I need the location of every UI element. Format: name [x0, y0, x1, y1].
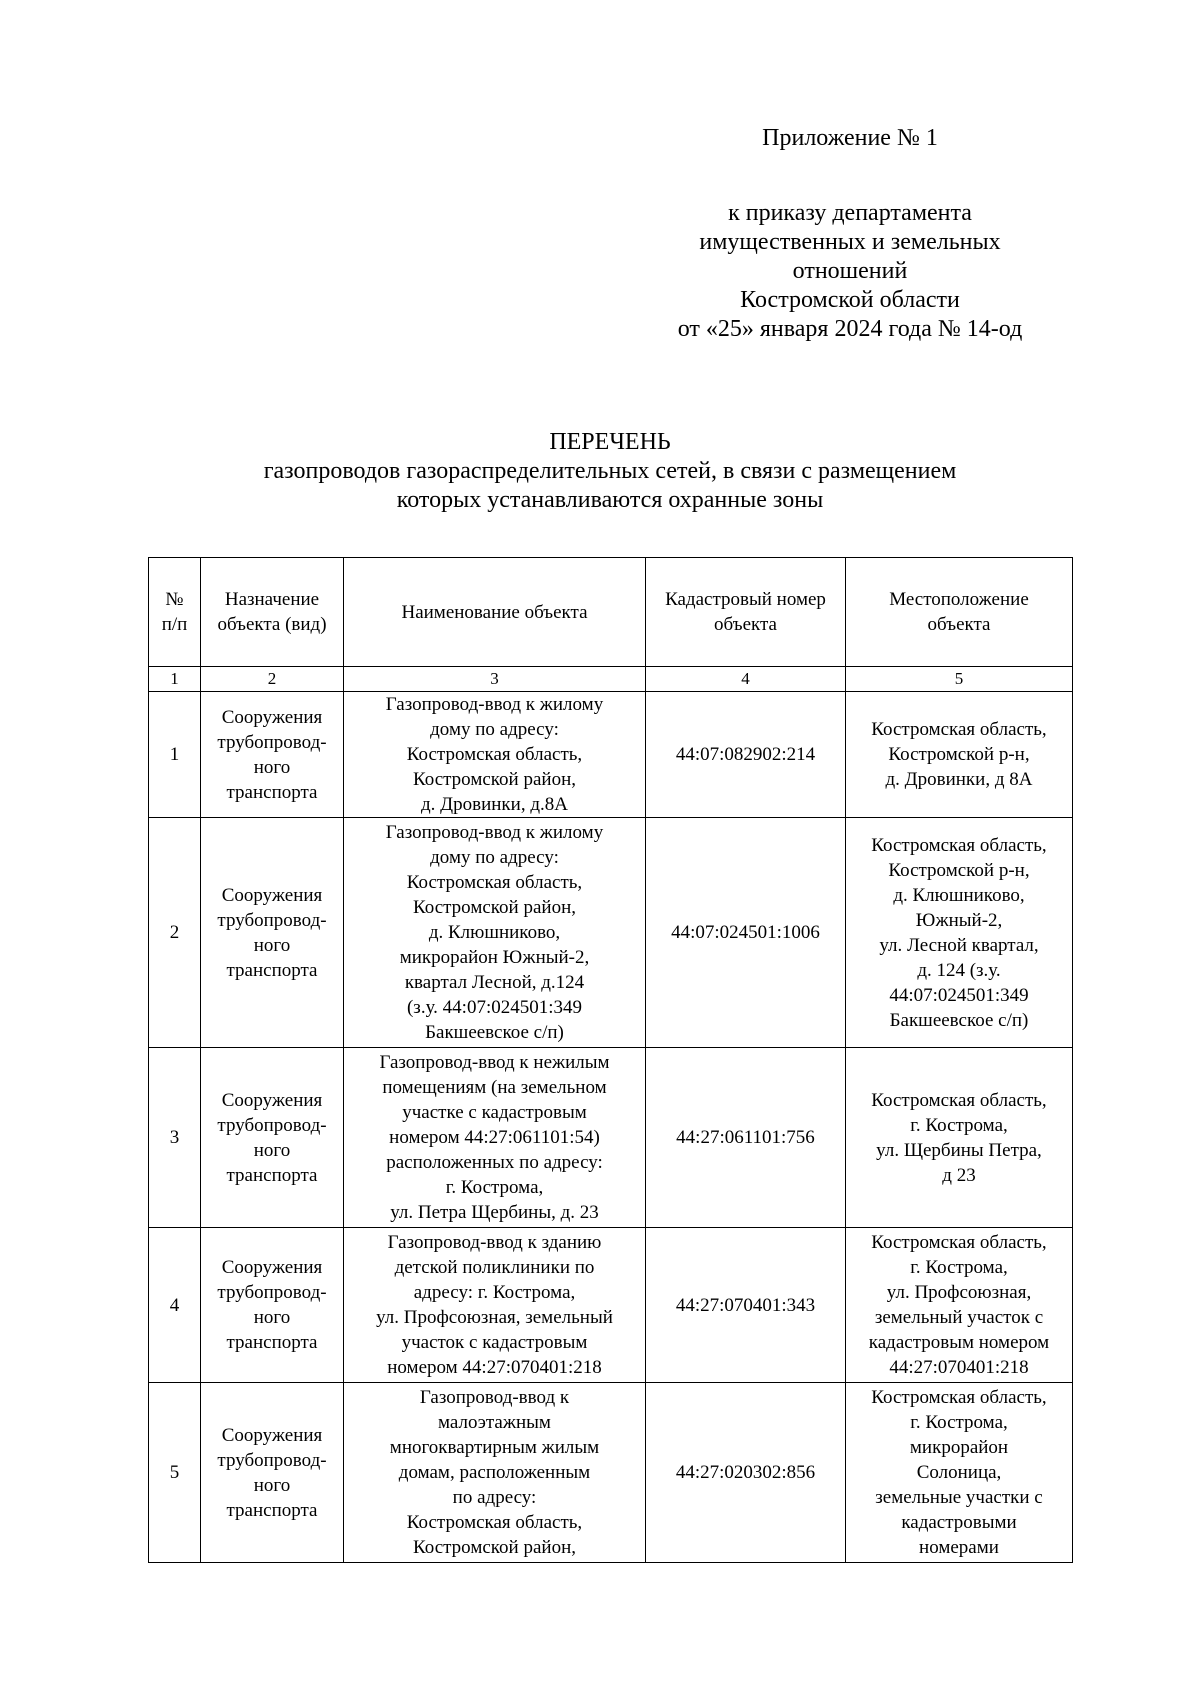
heading-subtitle-line: газопроводов газораспределительных сетей, в связи с размещением: [263, 458, 957, 484]
column-number: 4: [646, 667, 846, 692]
row-purpose: Сооружения трубопровод- ного транспорта: [201, 1228, 344, 1383]
column-number: 1: [149, 667, 201, 692]
table-row: [149, 1048, 1073, 1228]
appendix-line: от «25» января 2024 года № 14-од: [677, 316, 1023, 342]
document-heading: [150, 428, 1070, 515]
row-object-name: Газопровод-ввод к жилому дому по адресу: Костромская область, Костромской район, д. Клюшниково, микрорайон Южный-2, квартал Лесной, д.124 (з.у. 44:07:024501:349 Бакшеевское с/п): [344, 818, 646, 1048]
row-number: 1: [149, 692, 201, 818]
row-location: Костромская область, г. Кострома, ул. Профсоюзная, земельный участок с кадастровым номером 44:27:070401:218: [846, 1228, 1073, 1383]
row-location: Костромская область, г. Кострома, ул. Щербины Петра, д 23: [846, 1048, 1073, 1228]
row-object-name: Газопровод-ввод к жилому дому по адресу: Костромская область, Костромской район, д. Дровинки, д.8А: [344, 692, 646, 818]
header-name: Наименование объекта: [344, 558, 646, 667]
row-purpose: Сооружения трубопровод- ного транспорта: [201, 1048, 344, 1228]
pipelines-table: [148, 557, 1073, 1563]
row-number: 3: [149, 1048, 201, 1228]
appendix-title: Приложение № 1: [762, 125, 938, 151]
row-cadastral-number: 44:27:070401:343: [646, 1228, 846, 1383]
row-cadastral-number: 44:07:082902:214: [646, 692, 846, 818]
row-purpose: Сооружения трубопровод- ного транспорта: [201, 1383, 344, 1563]
row-cadastral-number: 44:27:061101:756: [646, 1048, 846, 1228]
header-purpose: Назначение объекта (вид): [201, 558, 344, 667]
table-row: [149, 692, 1073, 818]
column-number: 5: [846, 667, 1073, 692]
row-location: Костромская область, Костромской р-н, д. Дровинки, д 8А: [846, 692, 1073, 818]
appendix-line: имущественных и земельных: [699, 229, 1001, 255]
appendix-line: к приказу департамента: [728, 200, 972, 226]
table-row: [149, 818, 1073, 1048]
row-object-name: Газопровод-ввод к зданию детской поликлиники по адресу: г. Кострома, ул. Профсоюзная, земельный участок с кадастровым номером 44:27:070401:218: [344, 1228, 646, 1383]
heading-title: ПЕРЕЧЕНЬ: [549, 429, 671, 455]
heading-subtitle-line: которых устанавливаются охранные зоны: [396, 487, 824, 513]
appendix-block: [640, 124, 1060, 344]
column-number-row: [149, 667, 1073, 692]
row-purpose: Сооружения трубопровод- ного транспорта: [201, 692, 344, 818]
row-object-name: Газопровод-ввод к нежилым помещениям (на земельном участке с кадастровым номером 44:27:061101:54) расположенных по адресу: г. Кострома, ул. Петра Щербины, д. 23: [344, 1048, 646, 1228]
column-number: 3: [344, 667, 646, 692]
header-number: № п/п: [149, 558, 201, 667]
row-cadastral-number: 44:07:024501:1006: [646, 818, 846, 1048]
table-row: [149, 1228, 1073, 1383]
table-header-row: [149, 558, 1073, 667]
appendix-line: отношений: [792, 258, 908, 284]
row-location: Костромская область, г. Кострома, микрорайон Солоница, земельные участки с кадастровыми номерами: [846, 1383, 1073, 1563]
row-object-name: Газопровод-ввод к малоэтажным многоквартирным жилым домам, расположенным по адресу: Костромская область, Костромской район,: [344, 1383, 646, 1563]
table-row: [149, 1383, 1073, 1563]
header-location: Местоположение объекта: [846, 558, 1073, 667]
row-number: 4: [149, 1228, 201, 1383]
row-cadastral-number: 44:27:020302:856: [646, 1383, 846, 1563]
row-purpose: Сооружения трубопровод- ного транспорта: [201, 818, 344, 1048]
column-number: 2: [201, 667, 344, 692]
header-cadastral: Кадастровый номер объекта: [646, 558, 846, 667]
row-location: Костромская область, Костромской р-н, д. Клюшниково, Южный-2, ул. Лесной квартал, д. 124 (з.у. 44:07:024501:349 Бакшеевское с/п): [846, 818, 1073, 1048]
appendix-line: Костромской области: [740, 287, 960, 313]
row-number: 5: [149, 1383, 201, 1563]
row-number: 2: [149, 818, 201, 1048]
